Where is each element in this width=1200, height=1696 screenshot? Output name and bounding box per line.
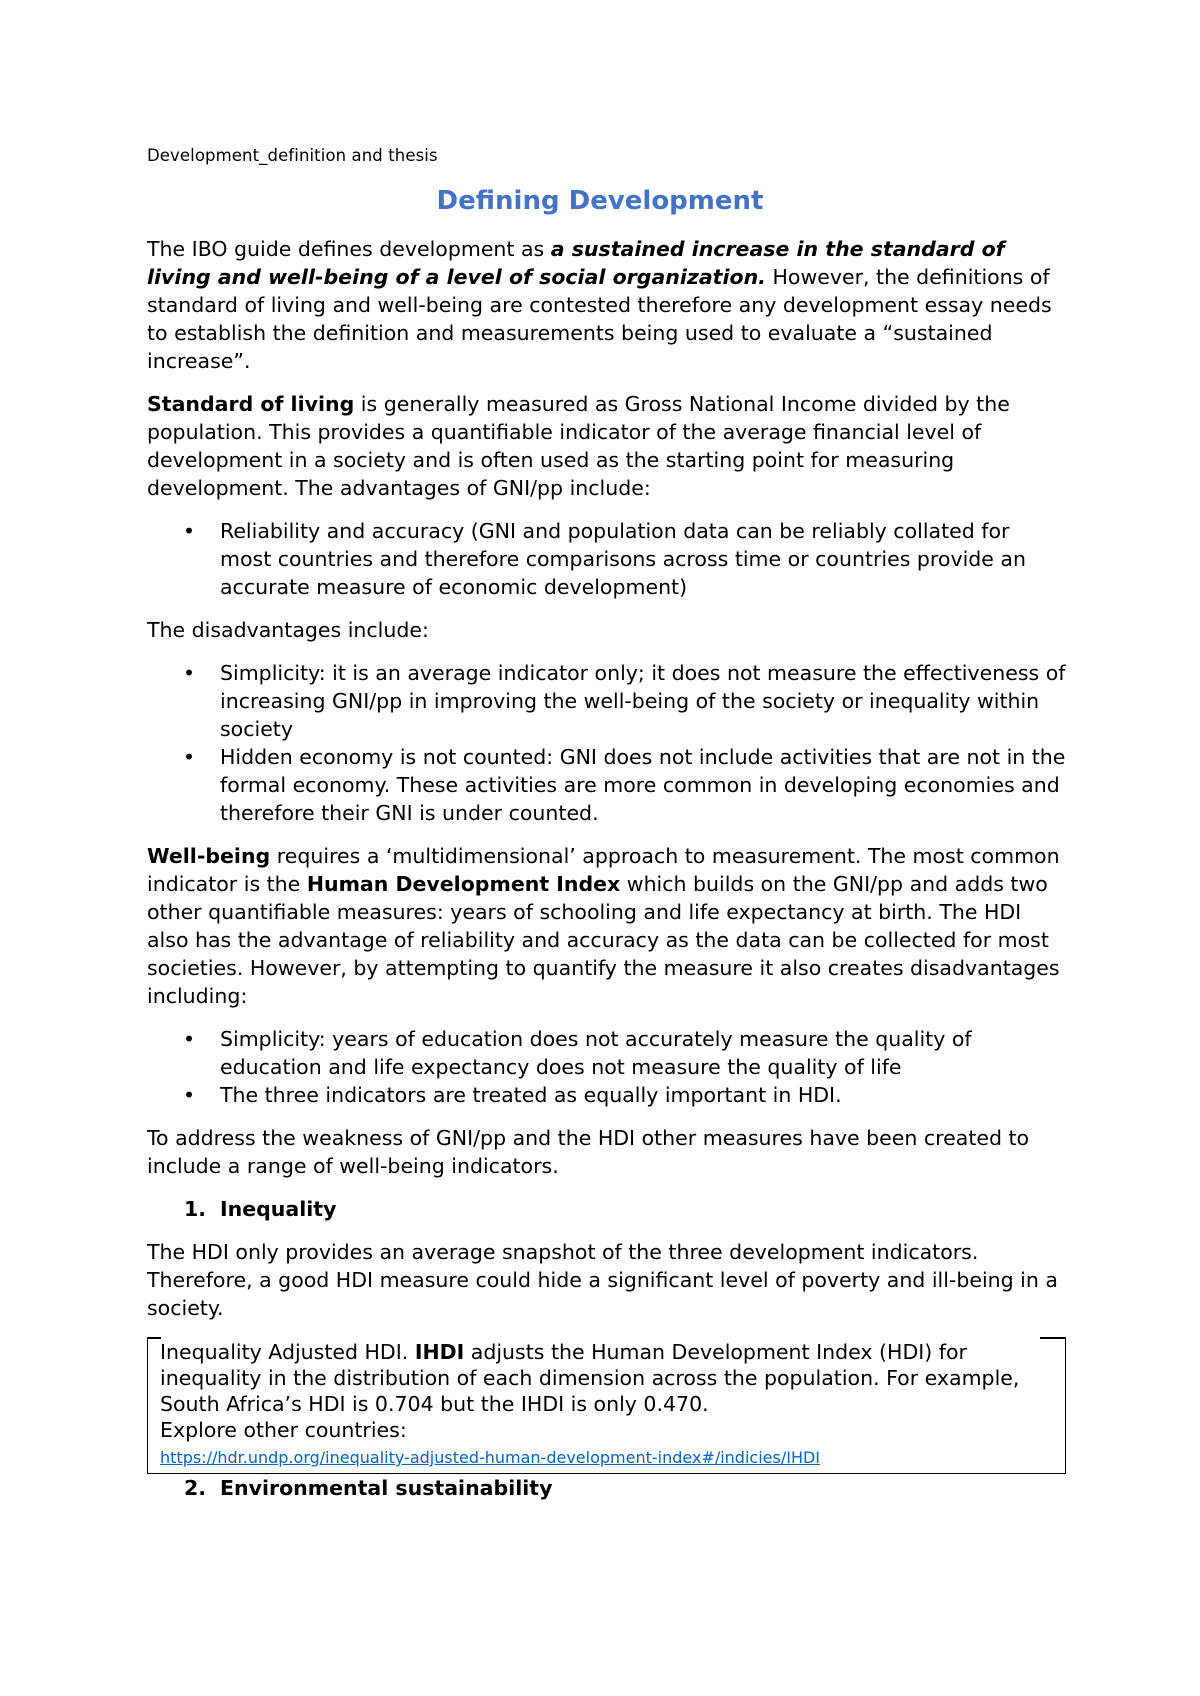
- wellbeing-text-1: requires a ‘multidimensional’ approach to measurement. The most common indicator is the: [147, 844, 1060, 896]
- address-paragraph: To address the weakness of GNI/pp and the HDI other measures have been created to include a range of well-being indicators.: [147, 1126, 1030, 1178]
- callout-text-2: adjusts the Human Development Index (HDI) for inequality in the distribution of each dimension across the population. For example, South Africa’s HDI is 0.704 but the IHDI is only 0.470.: [160, 1340, 1020, 1416]
- section-title: Environmental sustainability: [220, 1476, 553, 1500]
- list-item-text: The three indicators are treated as equally important in HDI.: [220, 1083, 842, 1107]
- intro-text-2: However, the definitions of standard of living and well-being are contested therefore any development essay needs to establish the definition and measurements being used to evaluate a “sustained increase”.: [147, 265, 1052, 373]
- ihdi-link[interactable]: https://hdr.undp.org/inequality-adjusted-human-development-index#/indicies/IHDI: [160, 1448, 821, 1467]
- hdi-disadvantages-list: [147, 1025, 1067, 1109]
- bullet-icon: •: [183, 519, 196, 543]
- section-number: 1.: [184, 1197, 207, 1221]
- document-label: Development_definition and thesis: [147, 146, 438, 165]
- list-item-text: Reliability and accuracy (GNI and population data can be reliably collated for most countries and therefore comparisons across time or countries provide an accurate measure of economic development): [220, 519, 1026, 599]
- bullet-icon: •: [183, 1083, 196, 1107]
- wellbeing-term: Well-being: [147, 844, 271, 868]
- bullet-icon: •: [183, 1027, 196, 1051]
- section-heading-environment: [147, 1474, 1067, 1502]
- bullet-icon: •: [183, 661, 196, 685]
- callout-text-1: Inequality Adjusted HDI.: [160, 1340, 415, 1364]
- document-body: [147, 235, 1067, 1517]
- list-item-text: Simplicity: years of education does not accurately measure the quality of education and life expectancy does not measure the quality of life: [220, 1027, 972, 1079]
- section-number: 2.: [184, 1476, 207, 1500]
- disadvantages-intro: The disadvantages include:: [147, 618, 429, 642]
- callout-text: [160, 1339, 1053, 1417]
- list-item-text: Hidden economy is not counted: GNI does not include activities that are not in the formal economy. These activities are more common in developing economies and therefore their GNI is under counted.: [220, 745, 1066, 825]
- section-heading-inequality: [147, 1195, 1067, 1223]
- intro-paragraph: [147, 235, 1067, 375]
- inequality-paragraph: The HDI only provides an average snapshot of the three development indicators. Therefore, a good HDI measure could hide a significant level of poverty and ill-being in a society.: [147, 1240, 1058, 1320]
- section-title: Inequality: [220, 1197, 337, 1221]
- list-item: [147, 517, 1067, 601]
- list-item-text: Simplicity: it is an average indicator only; it does not measure the effectiveness of increasing GNI/pp in improving the well-being of the society or inequality within society: [220, 661, 1066, 741]
- bullet-icon: •: [183, 745, 196, 769]
- list-item: [147, 659, 1067, 743]
- hdi-term: Human Development Index: [306, 872, 621, 896]
- list-item: [147, 743, 1067, 827]
- page-title: Defining Development: [436, 186, 764, 216]
- wellbeing-text-2: which builds on the GNI/pp and adds two other quantifiable measures: years of schooling and life expectancy at birth. The HDI also has the advantage of reliability and accuracy as the data can be collected for most societies. However, by attempting to quantify the measure it also creates disadvantages including:: [147, 872, 1060, 1008]
- standard-term: Standard of living: [147, 392, 355, 416]
- intro-text-1: The IBO guide defines development as: [147, 237, 551, 261]
- ihdi-term: IHDI: [414, 1340, 465, 1364]
- intro-definition: a sustained increase in the standard of living and well-being of a level of social organization.: [147, 237, 1005, 289]
- list-item: [147, 1025, 1067, 1081]
- gni-disadvantages-list: [147, 659, 1067, 827]
- list-item: [147, 1081, 1067, 1109]
- standard-paragraph: [147, 390, 1067, 502]
- advantages-list: [147, 517, 1067, 601]
- wellbeing-paragraph: [147, 842, 1067, 1010]
- standard-text: is generally measured as Gross National Income divided by the population. This provides a quantifiable indicator of the average financial level of development in a society and is often used as the starting point for measuring development. The advantages of GNI/pp include:: [147, 392, 1010, 500]
- ihdi-callout-box: [147, 1337, 1066, 1474]
- explore-label: Explore other countries:: [160, 1418, 407, 1442]
